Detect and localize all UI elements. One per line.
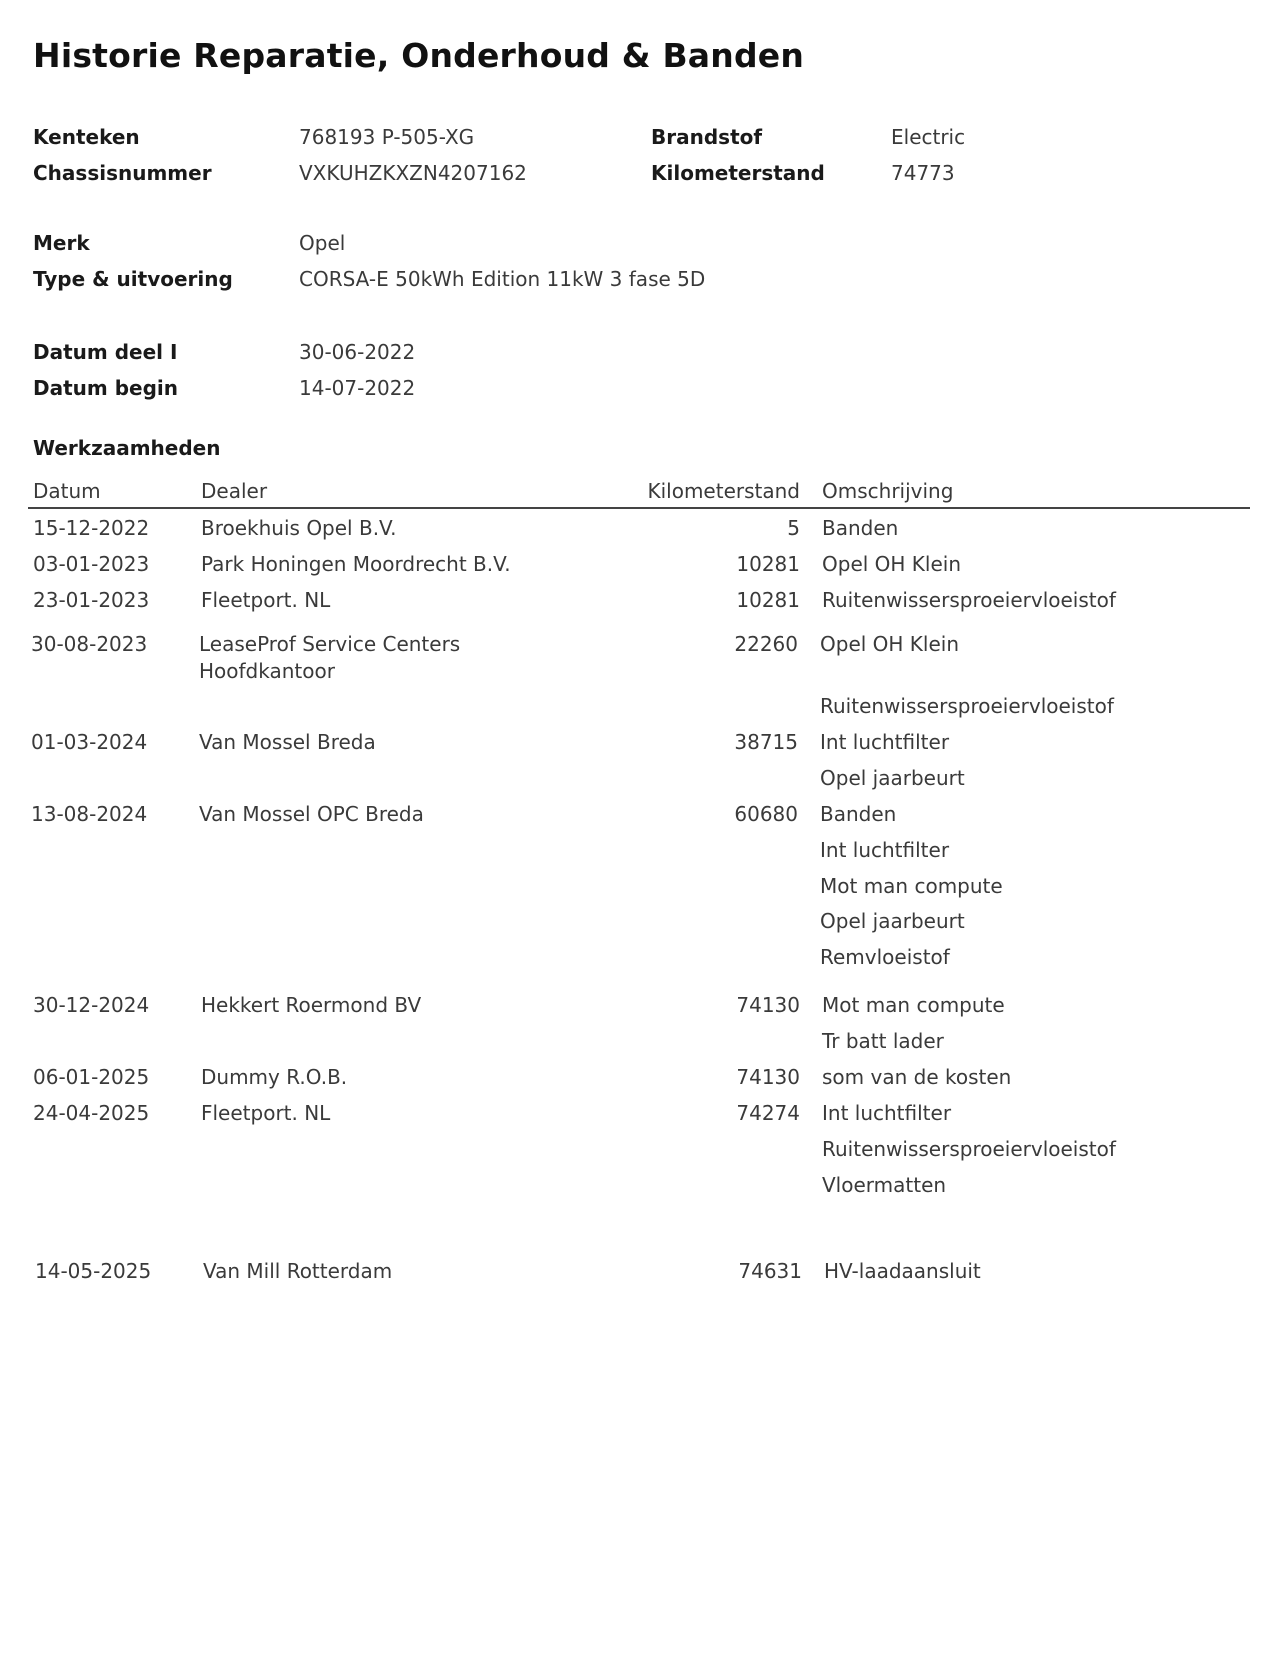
row-datum: 24-04-2025 [33,1101,150,1125]
row-dealer: Park Honingen Moordrecht B.V. [201,552,511,576]
row-datum: 23-01-2023 [33,588,150,612]
column-header-km: Kilometerstand [647,479,800,503]
section-title: Werkzaamheden [33,436,221,460]
datum-begin-label: Datum begin [33,376,178,400]
row-datum: 01-03-2024 [31,730,148,754]
page-title: Historie Reparatie, Onderhoud & Banden [33,36,805,75]
row-km: 22260 [734,632,798,656]
row-dealer: Dummy R.O.B. [201,1065,348,1089]
row-dealer: Van Mill Rotterdam [203,1259,393,1283]
row-omschrijving: HV-laadaansluit [824,1259,981,1283]
row-dealer: Van Mossel Breda [199,730,376,754]
chassis-label: Chassisnummer [33,161,212,185]
row-omschrijving: Ruitenwissersproeiervloeistof [822,588,1116,612]
row-omschrijving: Int luchtfilter [820,730,950,754]
row-km: 38715 [734,730,798,754]
column-header-datum: Datum [33,479,101,503]
row-omschrijving: Mot man compute [820,874,1003,898]
datum-begin-value: 14-07-2022 [299,376,416,400]
row-omschrijving: Ruitenwissersproeiervloeistof [822,1137,1116,1161]
type-label: Type & uitvoering [33,267,233,291]
datum-deel-value: 30-06-2022 [299,340,416,364]
row-omschrijving: Opel OH Klein [822,552,962,576]
datum-deel-label: Datum deel I [33,340,178,364]
row-omschrijving: Tr batt lader [822,1029,944,1053]
row-dealer: Fleetport. NL [201,1101,331,1125]
row-km: 10281 [736,588,800,612]
row-km: 74631 [738,1259,802,1283]
column-header-omschrijving: Omschrijving [822,479,954,503]
row-omschrijving: Banden [822,516,899,540]
row-datum: 15-12-2022 [33,516,150,540]
row-km: 5 [787,516,800,540]
km-label: Kilometerstand [651,161,825,185]
row-omschrijving: som van de kosten [822,1065,1012,1089]
row-km: 74130 [736,993,800,1017]
kenteken-value: 768193 P-505-XG [299,125,475,149]
merk-value: Opel [299,231,346,255]
row-km: 74130 [736,1065,800,1089]
row-km: 10281 [736,552,800,576]
row-omschrijving: Ruitenwissersproeiervloeistof [820,694,1114,718]
km-value: 74773 [891,161,955,185]
row-omschrijving: Vloermatten [822,1173,947,1197]
row-dealer-line2: Hoofdkantoor [199,659,335,683]
row-datum: 14-05-2025 [35,1259,152,1283]
row-km: 60680 [734,802,798,826]
row-dealer: Fleetport. NL [201,588,331,612]
type-value: CORSA-E 50kWh Edition 11kW 3 fase 5D [299,267,706,291]
row-omschrijving: Opel OH Klein [820,632,960,656]
row-dealer: Broekhuis Opel B.V. [201,516,397,540]
brandstof-label: Brandstof [651,125,763,149]
kenteken-label: Kenteken [33,125,140,149]
row-omschrijving: Int luchtfilter [820,838,950,862]
row-dealer: Van Mossel OPC Breda [199,802,424,826]
row-datum: 13-08-2024 [31,802,148,826]
row-datum: 06-01-2025 [33,1065,150,1089]
row-dealer: Hekkert Roermond BV [201,993,422,1017]
row-omschrijving: Opel jaarbeurt [820,909,965,933]
row-datum: 30-12-2024 [33,993,150,1017]
row-omschrijving: Opel jaarbeurt [820,766,965,790]
row-omschrijving: Banden [820,802,897,826]
row-datum: 03-01-2023 [33,552,150,576]
row-omschrijving: Remvloeistof [820,945,950,969]
chassis-value: VXKUHZKXZN4207162 [299,161,527,185]
row-km: 74274 [736,1101,800,1125]
column-header-dealer: Dealer [201,479,268,503]
merk-label: Merk [33,231,90,255]
brandstof-value: Electric [891,125,966,149]
row-omschrijving: Int luchtfilter [822,1101,952,1125]
header-divider [28,507,1250,509]
row-datum: 30-08-2023 [31,632,148,656]
row-omschrijving: Mot man compute [822,993,1005,1017]
row-dealer: LeaseProf Service Centers [199,632,461,656]
